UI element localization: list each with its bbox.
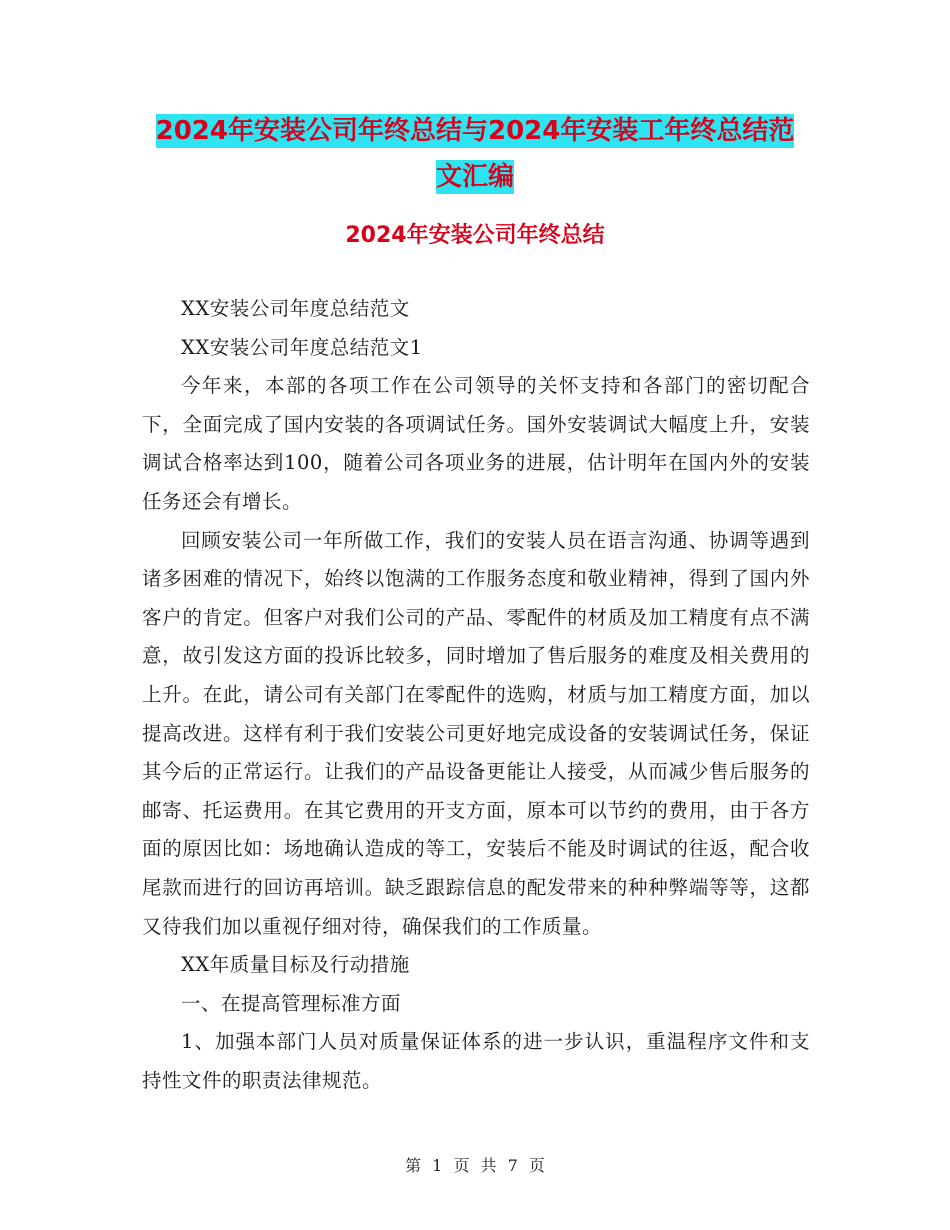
paragraph: XX安装公司年度总结范文 [181, 297, 410, 320]
document-body [142, 290, 810, 1100]
paragraph: XX年质量目标及行动措施 [181, 953, 410, 977]
paragraph: 1、加强本部门人员对质量保证体系的进一步认识，重温程序文件和支持性文件的职责法律规范。 [142, 1030, 810, 1092]
section-title: 2024年安装公司年终总结 [345, 223, 605, 248]
page-number-footer: 第 1 页 共 7 页 [405, 1156, 545, 1175]
paragraph: 回顾安装公司一年所做工作，我们的安装人员在语言沟通、协调等遇到诸多困难的情况下，始终以饱满的工作服务态度和敬业精神，得到了国内外客户的肯定。但客户对我们公司的产品、零配件的材质及加工精度有点不满意，故引发这方面的投诉比较多，同时增加了售后服务的难度及相关费用的上升。在此，请公司有关部门在零配件的选购，材质与加工精度方面，加以提高改进。这样有利于我们安装公司更好地完成设备的安装调试任务，保证其今后的正常运行。让我们的产品设备更能让人接受，从而减少售后服务的邮寄、托运费用。在其它费用的开支方面，原本可以节约的费用，由于各方面的原因比如：场地确认造成的等工，安装后不能及时调试的往返，配合收尾款而进行的回访再培训。缺乏跟踪信息的配发带来的种种弊端等等，这都又待我们加以重视仔细对待，确保我们的工作质量。 [142, 528, 810, 938]
paragraph: 一、在提高管理标准方面 [181, 991, 402, 1015]
title-line-1: 2024年安装公司年终总结与2024年安装工年终总结范 [155, 116, 795, 146]
paragraph: 今年来，本部的各项工作在公司领导的关怀支持和各部门的密切配合下，全面完成了国内安装的各项调试任务。国外安装调试大幅度上升，安装调试合格率达到100，随着公司各项业务的进展，估计明年在国内外的安装任务还会有增长。 [142, 374, 810, 513]
title-line-2: 文汇编 [435, 162, 514, 192]
paragraph: XX安装公司年度总结范文1 [181, 335, 423, 359]
document-title [140, 108, 810, 200]
